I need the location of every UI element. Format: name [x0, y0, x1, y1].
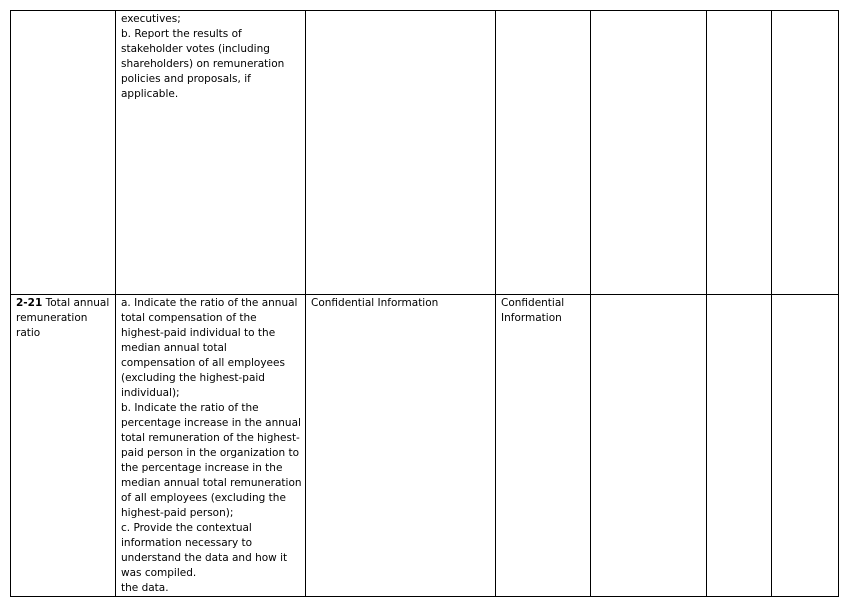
disclosure-title: Total annual [45, 297, 110, 309]
requirement-line: paid person in the organization to [121, 447, 299, 459]
requirement-line: information necessary to [121, 537, 253, 549]
requirement-line: c. Provide the contextual [121, 522, 252, 534]
disclosure-cell [11, 295, 116, 597]
disclosure-title-line: remuneration [16, 312, 88, 324]
omission-line: Confidential [501, 297, 565, 309]
disclosure-cell [11, 11, 116, 295]
requirement-line: total compensation of the [121, 312, 257, 324]
requirement-line: stakeholder votes (including [121, 43, 270, 55]
disclosure-title-line: ratio [16, 327, 41, 339]
disclosure-code: 2-21 [16, 297, 43, 309]
location-cell [306, 295, 496, 597]
requirement-line: policies and proposals, if [121, 73, 251, 85]
omission-line: Information [501, 312, 562, 324]
table-row [11, 295, 839, 597]
empty-cell [707, 295, 772, 597]
requirement-line: b. Indicate the ratio of the [121, 402, 259, 414]
table-row [11, 11, 839, 295]
requirement-line: b. Report the results of [121, 28, 242, 40]
gri-index-table [10, 10, 839, 597]
requirement-line: individual); [121, 387, 180, 399]
requirement-line: median annual total [121, 342, 227, 354]
requirement-line: highest-paid person); [121, 507, 234, 519]
requirement-line: total remuneration of the highest- [121, 432, 300, 444]
requirement-line: (excluding the highest-paid [121, 372, 265, 384]
requirement-line: of all employees (excluding the [121, 492, 286, 504]
omission-cell [496, 295, 591, 597]
empty-cell [772, 11, 839, 295]
empty-cell [707, 11, 772, 295]
requirement-line: compensation of all employees [121, 357, 285, 369]
requirements-cell [116, 295, 306, 597]
requirement-line: median annual total remuneration [121, 477, 302, 489]
location-text: Confidential Information [311, 297, 439, 309]
location-cell [306, 11, 496, 295]
empty-cell [591, 295, 707, 597]
requirement-line: was compiled. [121, 567, 197, 579]
requirement-line: understand the data and how it [121, 552, 288, 564]
requirement-line: percentage increase in the annual [121, 417, 301, 429]
requirement-line: applicable. [121, 88, 179, 100]
requirements-cell [116, 11, 306, 295]
requirement-line: a. Indicate the ratio of the annual [121, 297, 298, 309]
empty-cell [772, 295, 839, 597]
disclosure-title-line [16, 296, 110, 311]
requirement-line: shareholders) on remuneration [121, 58, 285, 70]
requirement-line: highest-paid individual to the [121, 327, 276, 339]
omission-cell [496, 11, 591, 295]
empty-cell [591, 11, 707, 295]
requirement-line: executives; [121, 13, 181, 25]
requirement-line: the data. [121, 582, 169, 594]
requirement-line: the percentage increase in the [121, 462, 283, 474]
